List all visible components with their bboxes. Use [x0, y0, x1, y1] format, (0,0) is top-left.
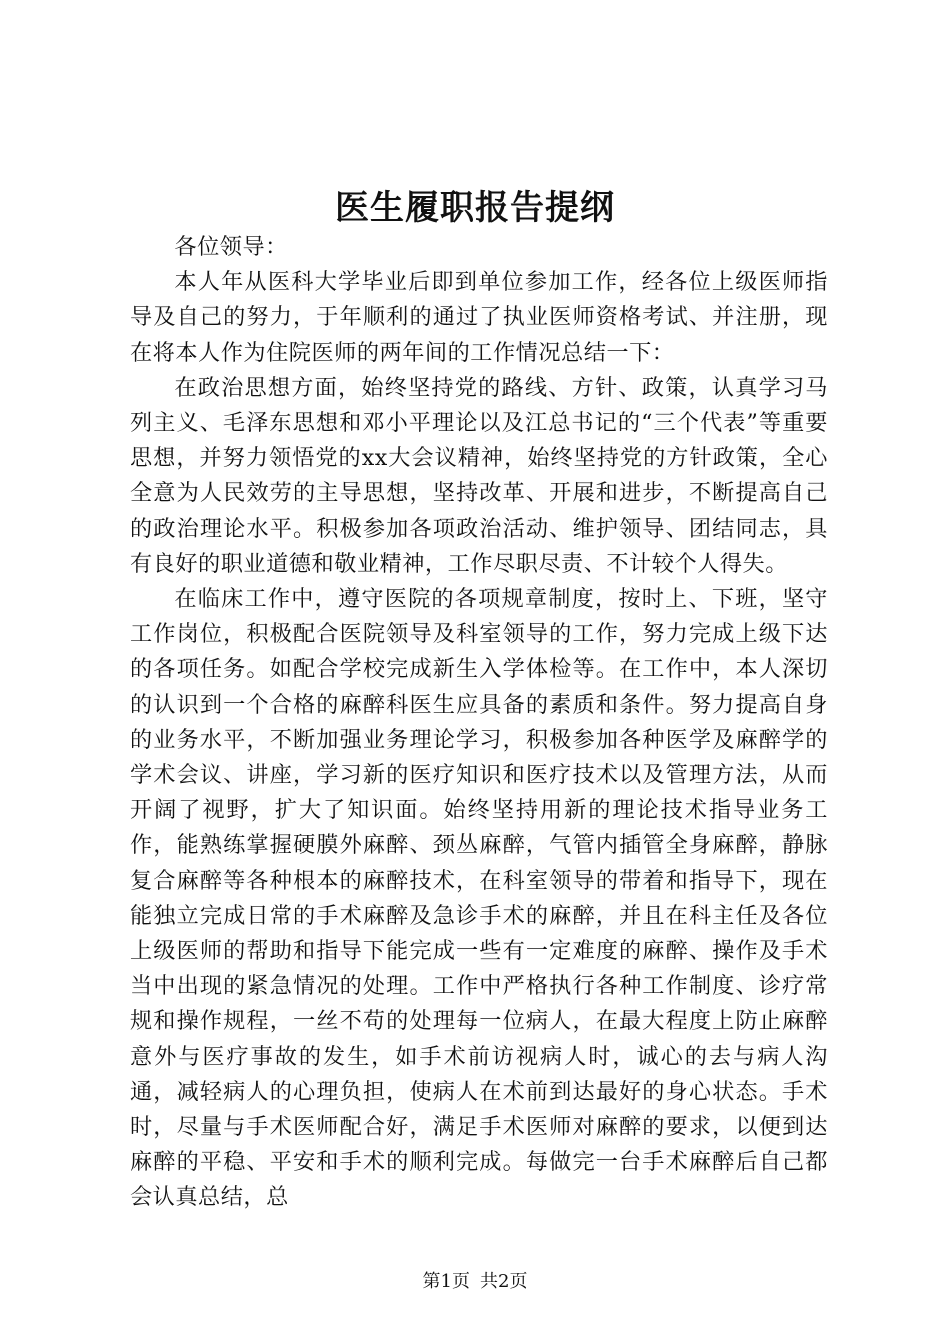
document-title: 医生履职报告提纲 [335, 188, 615, 228]
paragraph-salutation: 各位领导： [174, 234, 288, 260]
paragraph-clinical-work: 在临床工作中，遵守医院的各项规章制度，按时上、下班，坚守工作岗位，积极配合医院领导及科室领导的工作，努力完成上级下达的各项任务。如配合学校完成新生入学体检等。在工作中，本人深切的认识到一个合格的麻醉科医生应具备的素质和条件。努力提高自身的业务水平，不断加强业务理论学习，积极参加各种医学及麻醉学的学术会议、讲座，学习新的医疗知识和医疗技术以及管理方法，从而开阔了视野，扩大了知识面。始终坚持用新的理论技术指导业务工作，能熟练掌握硬膜外麻醉、颈丛麻醉，气管内插管全身麻醉，静脉复合麻醉等各种根本的麻醉技术，在科室领导的带着和指导下，现在能独立完成日常的手术麻醉及急诊手术的麻醉，并且在科主任及各位上级医师的帮助和指导下能完成一些有一定难度的麻醉、操作及手术当中出现的紧急情况的处理。工作中严格执行各种工作制度、诊疗常规和操作规程，一丝不苟的处理每一位病人，在最大程度上防止麻醉意外与医疗事故的发生，如手术前访视病人时，诚心的去与病人沟通，减轻病人的心理负担，使病人在术前到达最好的身心状态。手术时，尽量与手术医师配合好，满足手术医师对麻醉的要求，以便到达麻醉的平稳、平安和手术的顺利完成。每做完一台手术麻醉后自己都会认真总结，总 [130, 586, 828, 1211]
page-total: 共2页 [480, 1271, 528, 1292]
paragraph-political-thought: 在政治思想方面，始终坚持党的路线、方针、政策，认真学习马列主义、毛泽东思想和邓小平理论以及江总书记的“三个代表”等重要思想，并努力领悟党的xx大会议精神，始终坚持党的方针政策，全心全意为人民效劳的主导思想，坚持改革、开展和进步，不断提高自己的政治理论水平。积极参加各项政治活动、维护领导、团结同志，具有良好的职业道德和敬业精神，工作尽职尽责、不计较个人得失。 [130, 374, 828, 577]
page-number: 第1页 [422, 1271, 470, 1292]
page-footer [0, 1270, 950, 1294]
document-body [130, 230, 828, 1216]
paragraph-introduction: 本人年从医科大学毕业后即到单位参加工作，经各位上级医师指导及自己的努力，于年顺利的通过了执业医师资格考试、并注册，现在将本人作为住院医师的两年间的工作情况总结一下： [130, 269, 828, 366]
